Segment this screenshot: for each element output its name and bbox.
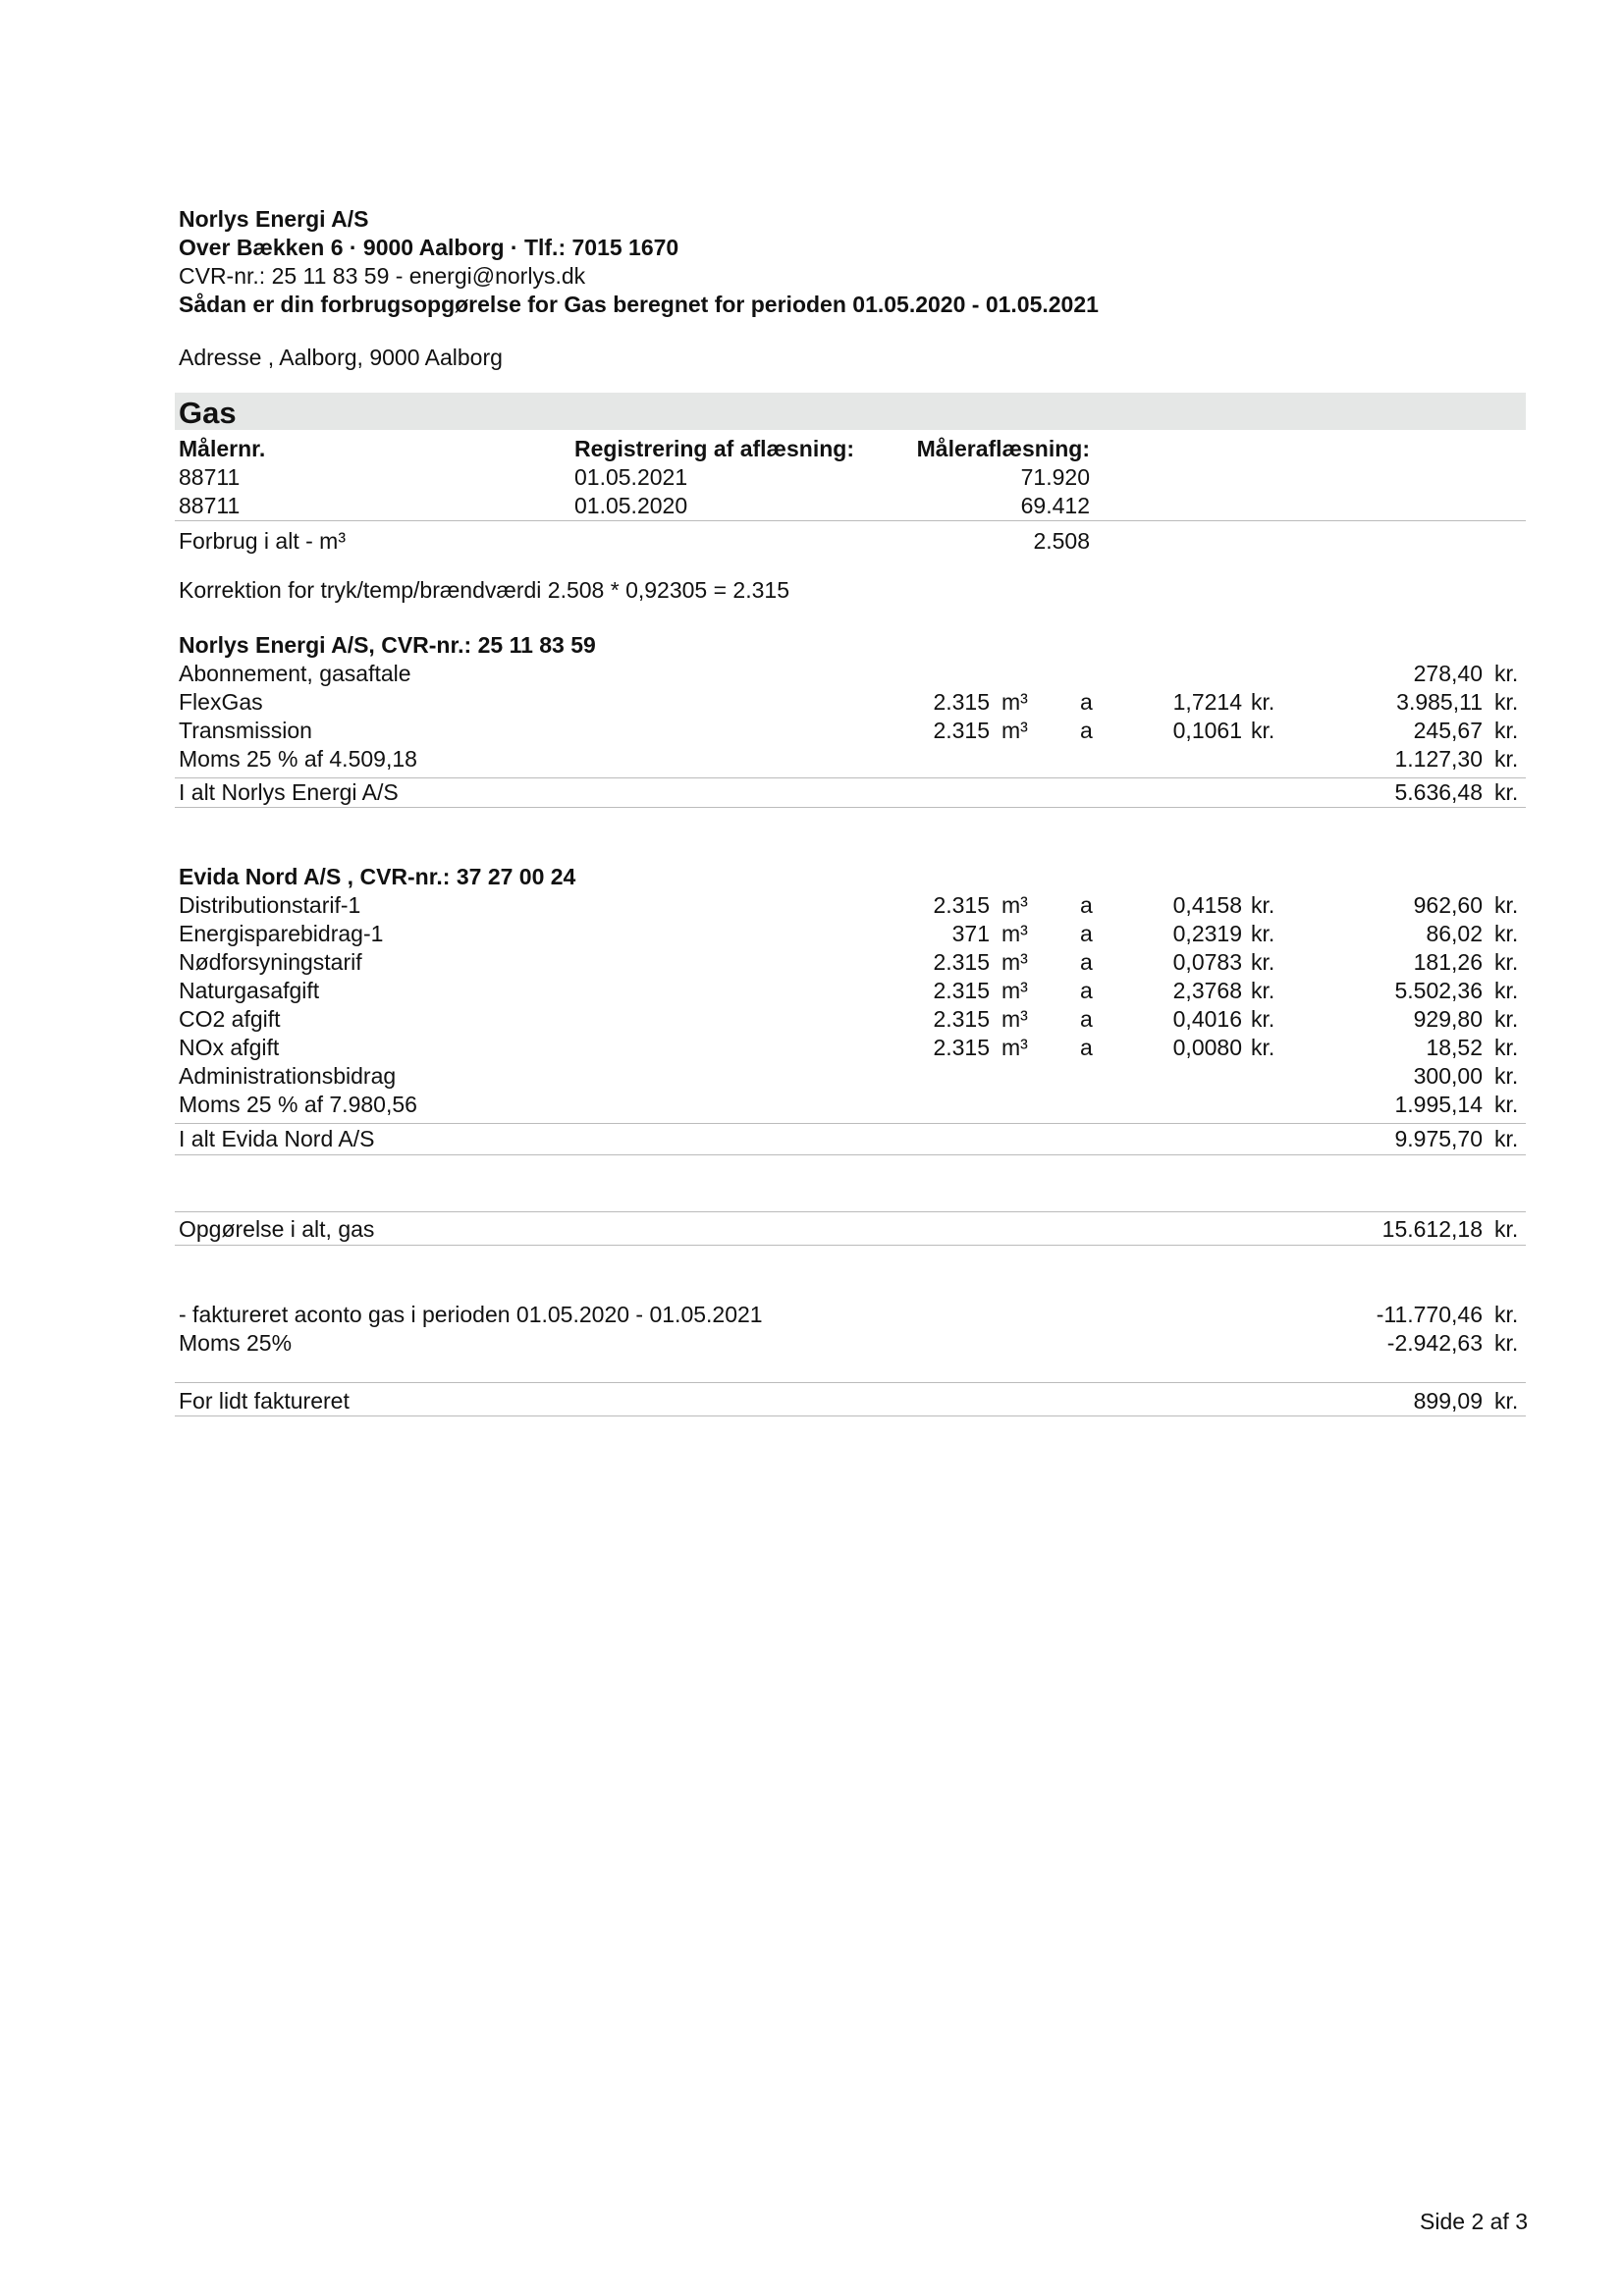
line-currency: kr.	[1494, 746, 1519, 772]
line-at: a	[1080, 689, 1093, 715]
line-description: NOx afgift	[179, 1035, 280, 1060]
line-amount: 3.985,11	[1396, 689, 1483, 715]
divider	[175, 1245, 1526, 1246]
line-unit-price: 0,2319	[1172, 921, 1242, 946]
line-amount: 245,67	[1413, 718, 1483, 743]
line-price-currency: kr.	[1251, 689, 1275, 715]
line-at: a	[1080, 949, 1093, 975]
norlys-total-label: I alt Norlys Energi A/S	[179, 779, 399, 805]
col-header-registration: Registrering af aflæsning:	[574, 436, 854, 461]
reading-value: 71.920	[1020, 464, 1090, 490]
line-description: Administrationsbidrag	[179, 1063, 397, 1089]
line-currency: kr.	[1494, 892, 1519, 918]
line-currency: kr.	[1494, 661, 1519, 686]
line-currency: kr.	[1494, 978, 1519, 1003]
line-quantity: 2.315	[933, 1035, 990, 1060]
line-unit: m³	[1001, 892, 1028, 918]
line-currency: kr.	[1494, 921, 1519, 946]
norlys-total-amount: 5.636,48	[1394, 779, 1483, 805]
divider	[175, 1382, 1526, 1383]
line-unit: m³	[1001, 949, 1028, 975]
divider	[175, 1211, 1526, 1212]
line-quantity: 2.315	[933, 978, 990, 1003]
line-amount: 18,52	[1426, 1035, 1483, 1060]
line-description: FlexGas	[179, 689, 263, 715]
line-amount: 86,02	[1426, 921, 1483, 946]
line-price-currency: kr.	[1251, 978, 1275, 1003]
line-currency: kr.	[1494, 718, 1519, 743]
line-unit-price: 1,7214	[1172, 689, 1242, 715]
evida-total-amount: 9.975,70	[1394, 1126, 1483, 1151]
line-price-currency: kr.	[1251, 892, 1275, 918]
vat-currency: kr.	[1494, 1330, 1519, 1356]
line-unit-price: 0,0080	[1172, 1035, 1242, 1060]
line-price-currency: kr.	[1251, 1006, 1275, 1032]
divider	[175, 1123, 1526, 1124]
line-quantity: 2.315	[933, 1006, 990, 1032]
divider	[175, 807, 1526, 808]
line-description: Moms 25 % af 4.509,18	[179, 746, 417, 772]
line-quantity: 2.315	[933, 689, 990, 715]
col-header-meter: Målernr.	[179, 436, 266, 461]
gas-section-band	[175, 393, 1526, 430]
reading-value: 69.412	[1020, 493, 1090, 518]
statement-intro: Sådan er din forbrugsopgørelse for Gas beregnet for perioden 01.05.2020 - 01.05.2021	[179, 292, 1099, 317]
evida-total-currency: kr.	[1494, 1126, 1519, 1151]
correction-note: Korrektion for tryk/temp/brændværdi 2.508 * 0,92305 = 2.315	[179, 577, 789, 603]
line-currency: kr.	[1494, 949, 1519, 975]
line-unit: m³	[1001, 978, 1028, 1003]
reading-meter: 88711	[179, 464, 241, 490]
line-amount: 278,40	[1413, 661, 1483, 686]
line-quantity: 371	[951, 921, 990, 946]
reading-meter: 88711	[179, 493, 241, 518]
company-name: Norlys Energi A/S	[179, 206, 369, 232]
page-number: Side 2 af 3	[1420, 2209, 1528, 2234]
line-unit: m³	[1001, 921, 1028, 946]
line-unit-price: 0,0783	[1172, 949, 1242, 975]
line-at: a	[1080, 978, 1093, 1003]
line-amount: 300,00	[1413, 1063, 1483, 1089]
divider	[175, 1415, 1526, 1416]
vat-label: Moms 25%	[179, 1330, 293, 1356]
reading-date: 01.05.2020	[574, 493, 688, 518]
line-unit-price: 0,4158	[1172, 892, 1242, 918]
line-description: Abonnement, gasaftale	[179, 661, 411, 686]
line-description: Transmission	[179, 718, 312, 743]
reading-date: 01.05.2021	[574, 464, 688, 490]
evida-total-label: I alt Evida Nord A/S	[179, 1126, 375, 1151]
line-currency: kr.	[1494, 1092, 1519, 1117]
aconto-label: - faktureret aconto gas i perioden 01.05.2020 - 01.05.2021	[179, 1302, 763, 1327]
line-unit: m³	[1001, 718, 1028, 743]
consumption-value: 2.508	[1033, 528, 1090, 554]
line-description: CO2 afgift	[179, 1006, 281, 1032]
norlys-total-currency: kr.	[1494, 779, 1519, 805]
result-currency: kr.	[1494, 1388, 1519, 1414]
line-at: a	[1080, 1035, 1093, 1060]
summary-total-amount: 15.612,18	[1381, 1216, 1483, 1242]
aconto-currency: kr.	[1494, 1302, 1519, 1327]
line-amount: 1.127,30	[1394, 746, 1483, 772]
line-price-currency: kr.	[1251, 949, 1275, 975]
line-at: a	[1080, 718, 1093, 743]
line-unit: m³	[1001, 1006, 1028, 1032]
customer-address: Adresse , Aalborg, 9000 Aalborg	[179, 345, 503, 370]
summary-total-currency: kr.	[1494, 1216, 1519, 1242]
line-quantity: 2.315	[933, 949, 990, 975]
company-cvr: CVR-nr.: 25 11 83 59 - energi@norlys.dk	[179, 263, 586, 289]
line-quantity: 2.315	[933, 892, 990, 918]
evida-heading: Evida Nord A/S , CVR-nr.: 37 27 00 24	[179, 864, 576, 889]
line-at: a	[1080, 921, 1093, 946]
line-description: Moms 25 % af 7.980,56	[179, 1092, 417, 1117]
line-at: a	[1080, 1006, 1093, 1032]
line-price-currency: kr.	[1251, 921, 1275, 946]
line-unit-price: 0,1061	[1172, 718, 1242, 743]
divider	[175, 520, 1526, 521]
line-amount: 5.502,36	[1394, 978, 1483, 1003]
line-description: Nødforsyningstarif	[179, 949, 362, 975]
line-unit-price: 0,4016	[1172, 1006, 1242, 1032]
line-unit: m³	[1001, 1035, 1028, 1060]
line-at: a	[1080, 892, 1093, 918]
aconto-amount: -11.770,46	[1376, 1302, 1483, 1327]
line-description: Distributionstarif-1	[179, 892, 361, 918]
line-price-currency: kr.	[1251, 718, 1275, 743]
line-quantity: 2.315	[933, 718, 990, 743]
line-amount: 929,80	[1413, 1006, 1483, 1032]
col-header-reading: Måleraflæsning:	[916, 436, 1090, 461]
line-amount: 1.995,14	[1394, 1092, 1483, 1117]
company-address: Over Bækken 6 · 9000 Aalborg · Tlf.: 7015 1670	[179, 235, 679, 260]
summary-total-label: Opgørelse i alt, gas	[179, 1216, 375, 1242]
divider	[175, 1154, 1526, 1155]
line-unit: m³	[1001, 689, 1028, 715]
result-label: For lidt faktureret	[179, 1388, 350, 1414]
line-description: Energisparebidrag-1	[179, 921, 384, 946]
line-description: Naturgasafgift	[179, 978, 320, 1003]
line-price-currency: kr.	[1251, 1035, 1275, 1060]
norlys-heading: Norlys Energi A/S, CVR-nr.: 25 11 83 59	[179, 632, 596, 658]
line-currency: kr.	[1494, 1035, 1519, 1060]
line-currency: kr.	[1494, 1006, 1519, 1032]
line-unit-price: 2,3768	[1172, 978, 1242, 1003]
result-amount: 899,09	[1413, 1388, 1483, 1414]
line-amount: 181,26	[1413, 949, 1483, 975]
line-amount: 962,60	[1413, 892, 1483, 918]
line-currency: kr.	[1494, 689, 1519, 715]
line-currency: kr.	[1494, 1063, 1519, 1089]
vat-amount: -2.942,63	[1386, 1330, 1483, 1356]
consumption-label: Forbrug i alt - m³	[179, 528, 346, 554]
gas-section-title: Gas	[179, 396, 237, 430]
